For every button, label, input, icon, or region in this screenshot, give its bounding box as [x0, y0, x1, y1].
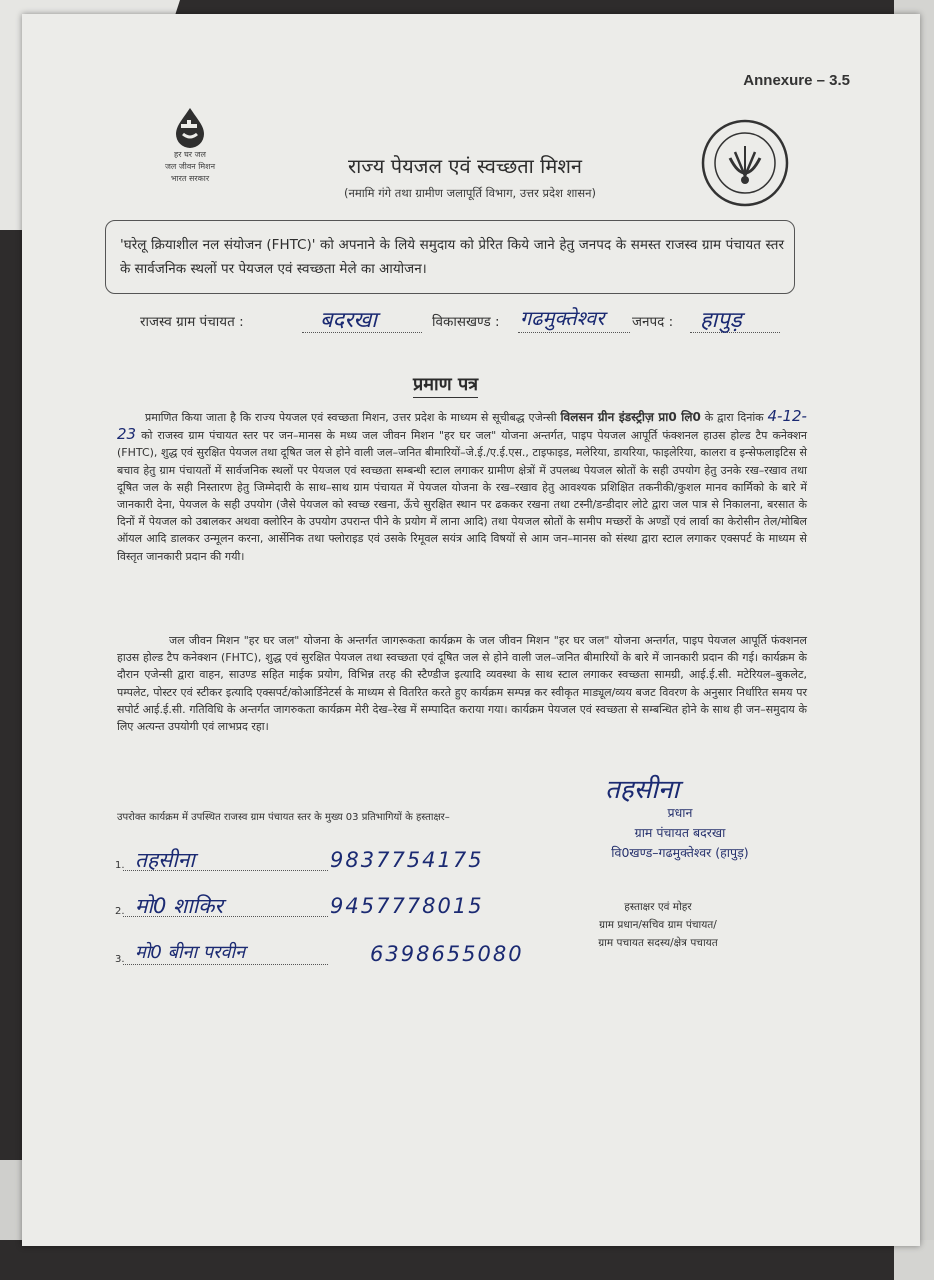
district-label: जनपद : [632, 314, 674, 330]
participant-number: 3. [115, 954, 125, 965]
para1-date-label: के द्वारा दिनांक [704, 411, 764, 424]
program-description-box: 'घरेलू क्रियाशील नल संयोजन (FHTC)' को अपनाने के लिये समुदाय को प्रेरित किये जाने हेतु जनपद के समस्त राजस्व ग्राम पंचायत स्तर के सार्वजनिक स्थलों पर पेयजल एवं स्वच्छता मेले का आयोजन। [105, 220, 795, 294]
agency-name: विलसन ग्रीन इंडस्ट्रीज़ प्रा0 लि0 [560, 410, 701, 424]
logo-caption-2: जल जीवन मिशन [164, 162, 216, 171]
location-fields [140, 306, 820, 336]
logo-caption-3: भारत सरकार [170, 174, 210, 183]
stamp-line-2: ग्राम पंचायत बदरखा [634, 825, 726, 840]
uttar-pradesh-government-seal-icon [700, 118, 790, 208]
certificate-title: प्रमाण पत्र [413, 372, 478, 398]
para1-lead: प्रमाणित किया जाता है कि राज्य पेयजल एवं स्वच्छता मिशन, उत्तर प्रदेश के माध्यम से सूचीबद्ध एजेन्सी [145, 411, 557, 424]
mission-title: राज्य पेयजल एवं स्वच्छता मिशन [347, 154, 583, 178]
participant-row [115, 846, 555, 876]
participant-number: 1. [115, 860, 125, 871]
block-label: विकासखण्ड : [432, 314, 500, 330]
participant-name: मो0 बीना परवीन [135, 942, 246, 963]
participant-name: तहसीना [135, 848, 195, 872]
block-value: गढमुक्तेश्वर [520, 306, 605, 330]
gram-panchayat-value: बदरखा [320, 308, 377, 333]
participant-phone: 6398655080 [370, 942, 524, 966]
block-line [518, 332, 630, 333]
stamp-line-3: वि0खण्ड–गढमुक्तेश्वर (हापुड़) [611, 845, 749, 860]
para1-rest: को राजस्व ग्राम पंचायत स्तर पर जन–मानस के मध्य जल जीवन मिशन "हर घर जल" योजना अन्तर्गत, पाइप पेयजल आपूर्ति फंक्शनल हाउस होल्ड टैप कनेक्शन (FHTC), शुद्ध एवं सुरक्षित पेयजल तथा दूषित जल से होने वाली जल–जनित बीमारियों–जे.ई./ए.ई.एस., टाइफाइड, मलेरिया, डायरिया, फाइलेरिया, कालरा व इन्सेफलाइटिस से बचाव हेतु ग्राम पंचायतों में सार्वजनिक स्थलों पर पेयजल एवं स्वच्छता सम्बन्धी स्टाल लगाकर ग्रामीण क्षेत्रों में उपलब्ध पेयजल स्रोतों के सही उपयोग हेतु उनके रख–रखाव तथा दूषित जल के सही निस्तारण हेतु जिम्मेदारी के साथ–साथ ग्राम पंचायत में पेयजल योजना के रख–रखाव हेतु आवश्यक प्रशिक्षित तकनीकी/कुशल मानव कार्मिको के बारे में जानकारी देना, पेयजल के सही उपयोग (जैसे पेयजल को स्वच्छ रखना, ऊँचे सुरक्षित स्थान पर ढककर रखना तथा टस्नी/डन्डीदार लोटे द्वारा जल पात्र से निकालना, बरसात के दिनों में पेयजल को उबालकर अथवा क्लोरिन के उपयोग उपरान्त पीने के प्रयोग में लाना आदि) तथा पेयजल स्रोतों के समीप मच्छरों के अण्डों एवं लार्वा का केरोसीन तेल/मोबिल ऑयल आदि डालकर उन्मूलन करना, आर्सेनिक तथा फ्लोराइड एवं उसके रिमूवल सयंत्र आदि विषयों से आम जन–मानस को संस्था द्वारा स्टाल लगाकर एक्सपर्ट के माध्यम से विस्तृत जानकारी प्रदान की गयी। [117, 429, 807, 563]
annexure-label: Annexure – 3.5 [743, 72, 850, 89]
gram-panchayat-label: राजस्व ग्राम पंचायत : [140, 314, 244, 330]
pradhan-stamp [560, 803, 800, 863]
water-drop-tap-icon [172, 106, 208, 148]
participants-heading: उपरोक्त कार्यक्रम में उपस्थित राजस्व ग्राम पंचायत स्तर के मुख्य 03 प्रतिभागियों के हस्ताक्षर– [117, 812, 450, 823]
participant-phone: 9837754175 [330, 848, 484, 872]
participant-row [115, 940, 555, 970]
participant-phone: 9457778015 [330, 894, 484, 918]
participant-name: मो0 शाकिर [135, 894, 223, 918]
district-value: हापुड़ [700, 308, 742, 333]
participant-row [115, 892, 555, 922]
program-date: 4-12-23 [117, 407, 807, 444]
logo-caption-1: हर घर जल [174, 150, 206, 159]
mission-subtitle: (नमामि गंगे तथा ग्रामीण जलापूर्ति विभाग, उत्तर प्रदेश शासन) [343, 186, 597, 200]
certificate-paragraph-1 [117, 408, 807, 565]
sign-block-line-1: हस्ताक्षर एवं मोहर [624, 901, 692, 913]
pradhan-signature: तहसीना [605, 775, 680, 805]
har-ghar-jal-logo [150, 106, 230, 184]
certificate-paragraph-2: जल जीवन मिशन "हर घर जल" योजना के अन्तर्गत जागरूकता कार्यक्रम के जल जीवन मिशन "हर घर जल" योजना अन्तर्गत, पाइप पेयजल आपूर्ति फंक्शनल हाउस होल्ड टैप कनेक्शन (FHTC), शुद्ध एवं सुरक्षित पेयजल तथा स्वच्छता एवं दूषित जल से होने वाली जल–जनित बीमारियों के बारे में जानकारी प्रदान की गई। कार्यक्रम के दौरान एजेन्सी द्वारा वाहन, साउण्ड सहित माईक प्रयोग, विभिन्न तरह की स्टैण्डीज इत्यादि व्यवस्था के साथ स्टाल लगाकर स्वच्छता सामग्री, आई.ई.सी. मटेरियल–बुकलेट, पम्पलेट, पोस्टर एवं स्टीकर इत्यादि एक्सपर्ट/कोआर्डिनेटर्स के माध्यम से वितरित करते हुए कार्यक्रम सम्पन्न कर स्वीकृत माड्यूल/व्यय बजट विवरण के अनुसार निर्धारित समय पर सपोर्ट आई.ई.सी. गतिविधि के अन्तर्गत जागरुकता कार्यक्रम मेरी देख–रेख में सम्पादित कराया गया। कार्यक्रम पेयजल एवं स्वच्छता से सम्बन्धित होने के साथ ही जन–समुदाय के लिए अत्यन्त उपयोगी एवं लाभप्रद रहा। [117, 634, 807, 734]
signature-line [123, 964, 328, 965]
stamp-line-1: प्रधान [667, 805, 693, 820]
up-government-seal [700, 118, 790, 208]
signature-authority-block [558, 898, 758, 952]
sign-block-line-2: ग्राम प्रधान/सचिव ग्राम पंचायत/ [599, 919, 717, 931]
participant-number: 2. [115, 906, 125, 917]
sign-block-line-3: ग्राम पचायत सदस्य/क्षेत्र पचायत [598, 937, 718, 949]
